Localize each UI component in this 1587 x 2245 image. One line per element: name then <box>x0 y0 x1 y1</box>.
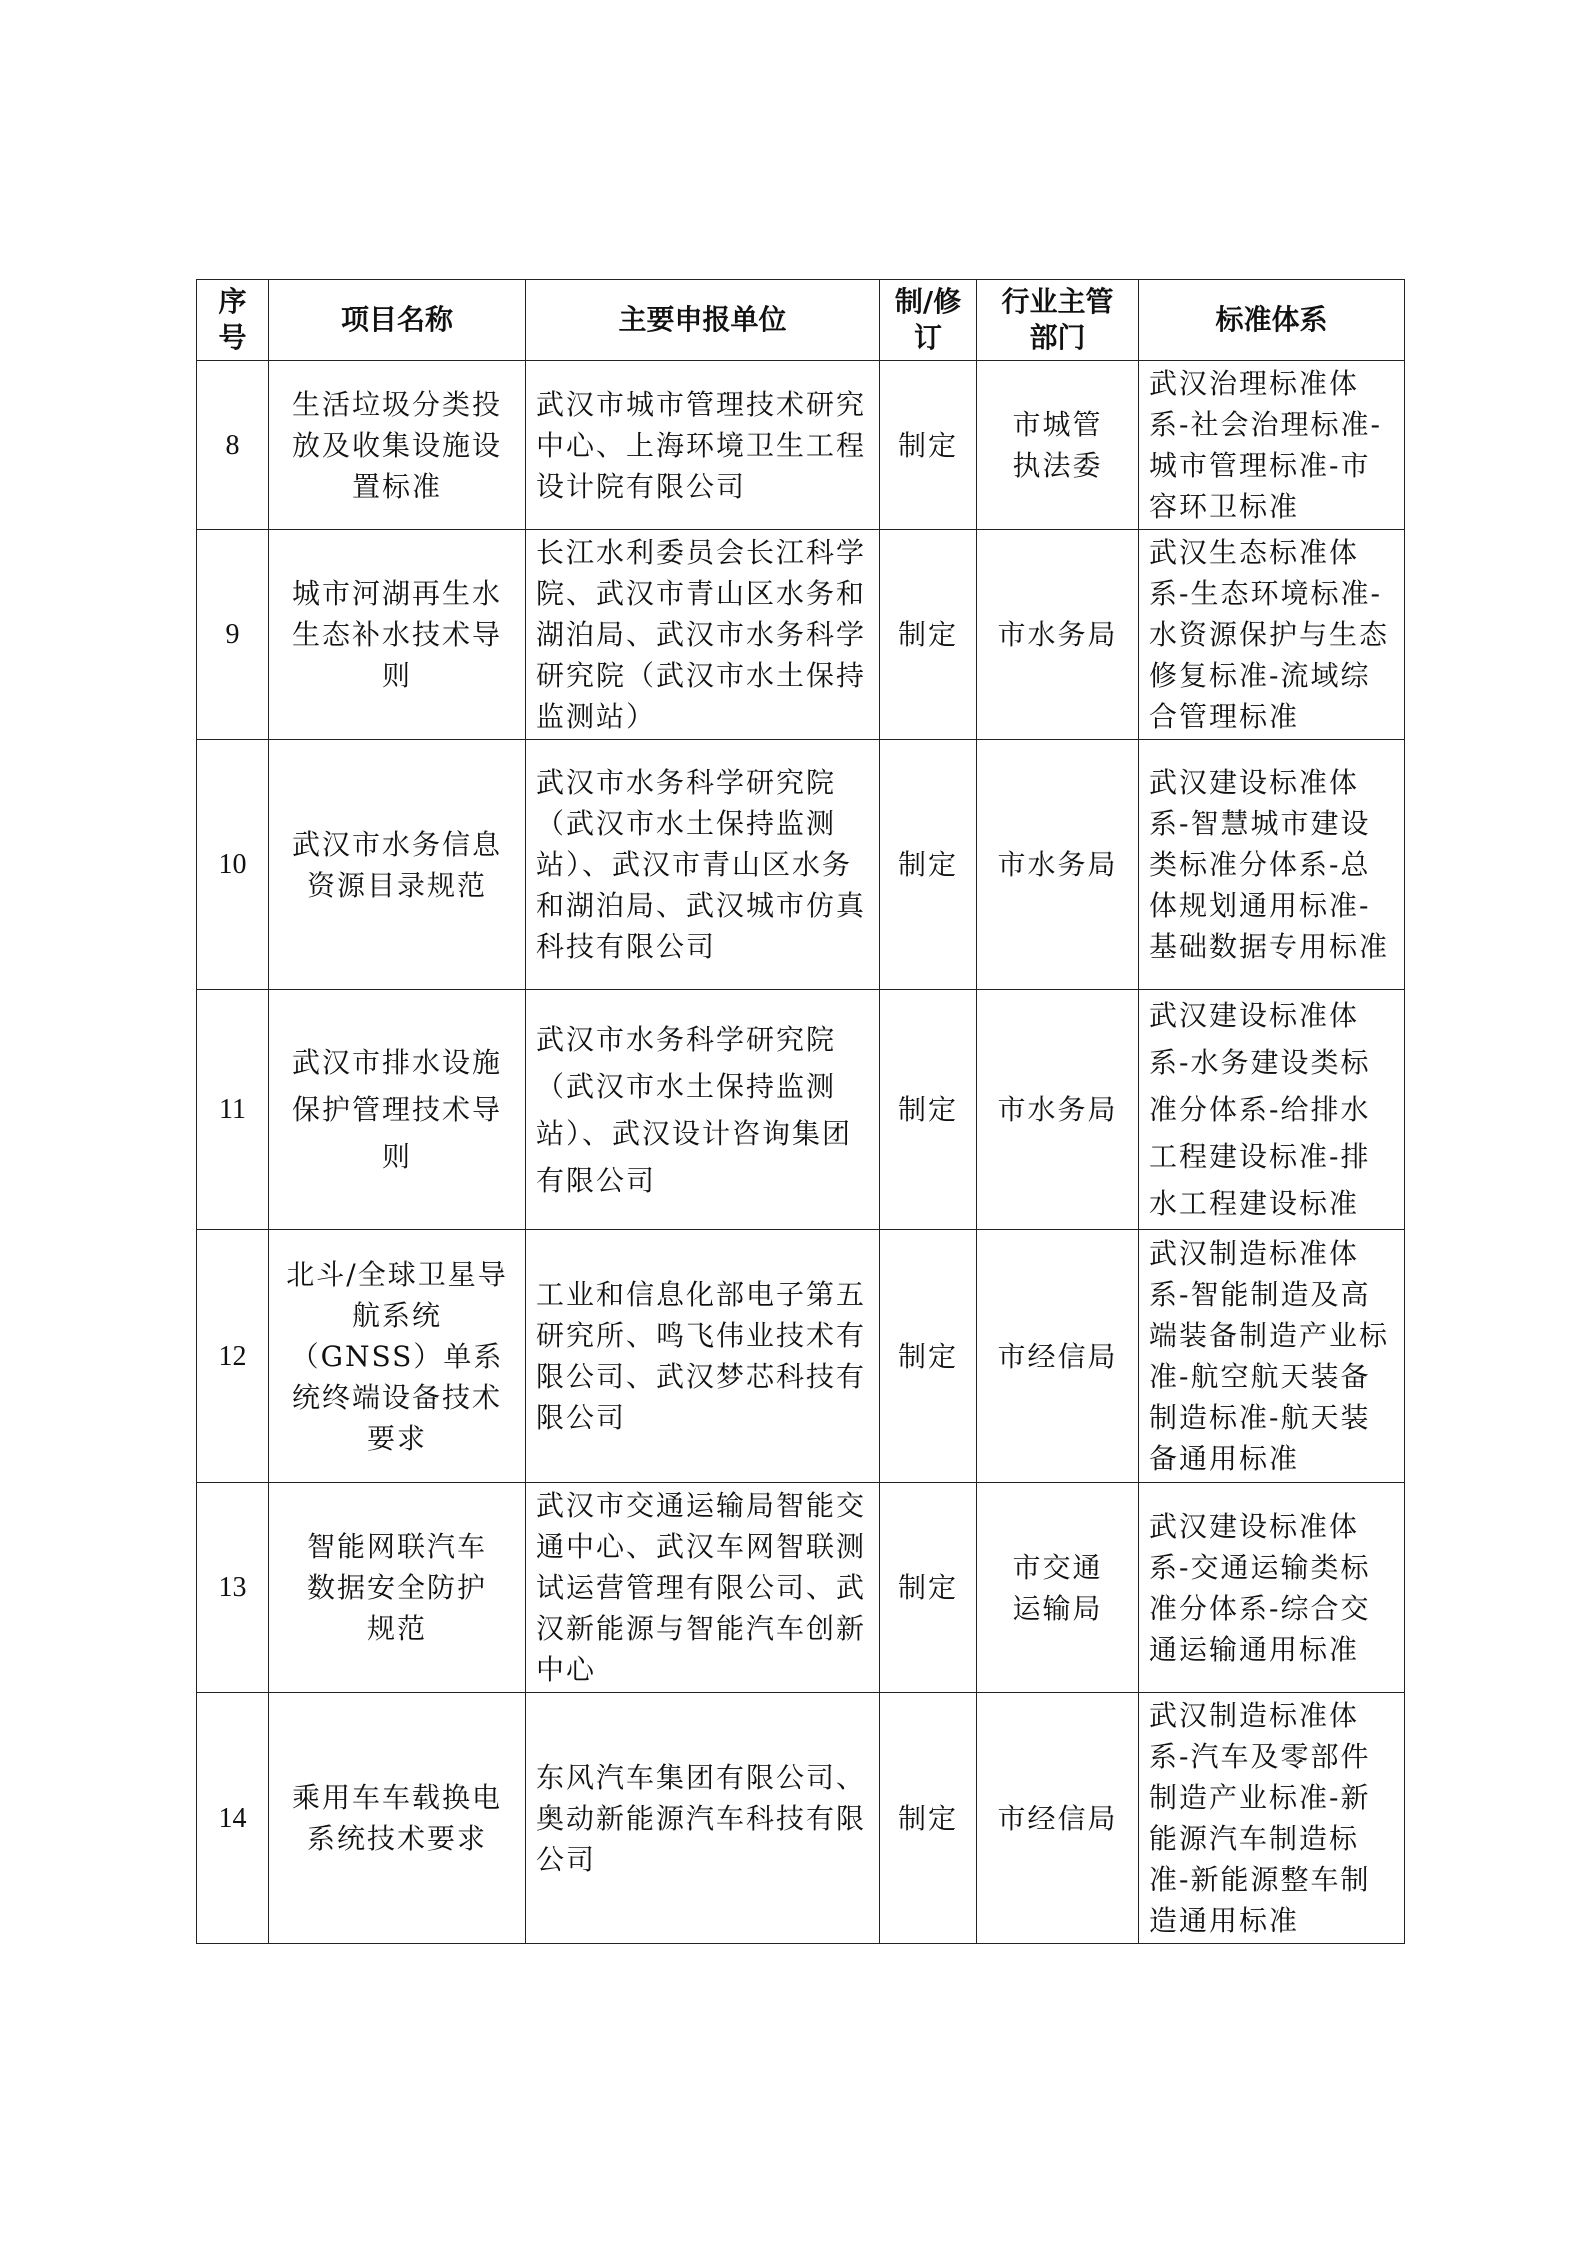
document-page <box>196 279 1404 1944</box>
row-standard-system: 武汉生态标准体系-生态环境标准-水资源保护与生态修复标准-流域综合管理标准 <box>1139 530 1405 740</box>
row-standard-system: 武汉制造标准体系-汽车及零部件制造产业标准-新能源汽车制造标准-新能源整车制造通用标准 <box>1139 1693 1405 1944</box>
header-dept: 行业主管部门 <box>977 280 1139 361</box>
header-name: 项目名称 <box>269 280 526 361</box>
header-unit: 主要申报单位 <box>526 280 880 361</box>
row-standard-system: 武汉制造标准体系-智能制造及高端装备制造产业标准-航空航天装备制造标准-航天装备通用标准 <box>1139 1230 1405 1483</box>
row-type: 制定 <box>880 1693 977 1944</box>
row-project-name: 智能网联汽车数据安全防护规范 <box>269 1483 526 1693</box>
row-applicant-unit: 武汉市城市管理技术研究中心、上海环境卫生工程设计院有限公司 <box>526 361 880 530</box>
table-row <box>197 1230 1405 1483</box>
row-index: 12 <box>197 1230 269 1483</box>
row-applicant-unit: 工业和信息化部电子第五研究所、鸣飞伟业技术有限公司、武汉梦芯科技有限公司 <box>526 1230 880 1483</box>
row-department: 市经信局 <box>977 1230 1139 1483</box>
table-row <box>197 740 1405 990</box>
row-standard-system: 武汉建设标准体系-智慧城市建设类标准分体系-总体规划通用标准-基础数据专用标准 <box>1139 740 1405 990</box>
row-index: 13 <box>197 1483 269 1693</box>
row-department: 市经信局 <box>977 1693 1139 1944</box>
table-header-row <box>197 280 1405 361</box>
row-applicant-unit: 武汉市交通运输局智能交通中心、武汉车网智联测试运营管理有限公司、武汉新能源与智能汽车创新中心 <box>526 1483 880 1693</box>
row-standard-system: 武汉建设标准体系-交通运输类标准分体系-综合交通运输通用标准 <box>1139 1483 1405 1693</box>
row-index: 9 <box>197 530 269 740</box>
table-row <box>197 361 1405 530</box>
row-index: 14 <box>197 1693 269 1944</box>
row-department: 市城管执法委 <box>977 361 1139 530</box>
row-project-name: 武汉市水务信息资源目录规范 <box>269 740 526 990</box>
row-department: 市水务局 <box>977 530 1139 740</box>
header-system: 标准体系 <box>1139 280 1405 361</box>
row-project-name: 城市河湖再生水生态补水技术导则 <box>269 530 526 740</box>
table-row <box>197 1483 1405 1693</box>
header-index: 序号 <box>197 280 269 361</box>
row-type: 制定 <box>880 740 977 990</box>
table-row <box>197 990 1405 1230</box>
row-type: 制定 <box>880 1483 977 1693</box>
row-project-name: 生活垃圾分类投放及收集设施设置标准 <box>269 361 526 530</box>
row-project-name: 北斗/全球卫星导航系统（GNSS）单系统终端设备技术要求 <box>269 1230 526 1483</box>
row-applicant-unit: 武汉市水务科学研究院（武汉市水土保持监测站）、武汉设计咨询集团有限公司 <box>526 990 880 1230</box>
row-type: 制定 <box>880 1230 977 1483</box>
row-department: 市水务局 <box>977 740 1139 990</box>
row-index: 11 <box>197 990 269 1230</box>
row-department: 市水务局 <box>977 990 1139 1230</box>
row-applicant-unit: 东风汽车集团有限公司、奥动新能源汽车科技有限公司 <box>526 1693 880 1944</box>
row-type: 制定 <box>880 530 977 740</box>
row-standard-system: 武汉建设标准体系-水务建设类标准分体系-给排水工程建设标准-排水工程建设标准 <box>1139 990 1405 1230</box>
table-row <box>197 530 1405 740</box>
row-project-name: 乘用车车载换电系统技术要求 <box>269 1693 526 1944</box>
row-department: 市交通运输局 <box>977 1483 1139 1693</box>
row-index: 10 <box>197 740 269 990</box>
standards-project-table <box>196 279 1405 1944</box>
table-row <box>197 1693 1405 1944</box>
row-index: 8 <box>197 361 269 530</box>
row-applicant-unit: 长江水利委员会长江科学院、武汉市青山区水务和湖泊局、武汉市水务科学研究院（武汉市水土保持监测站） <box>526 530 880 740</box>
row-standard-system: 武汉治理标准体系-社会治理标准-城市管理标准-市容环卫标准 <box>1139 361 1405 530</box>
header-type: 制/修订 <box>880 280 977 361</box>
row-type: 制定 <box>880 361 977 530</box>
row-applicant-unit: 武汉市水务科学研究院（武汉市水土保持监测站）、武汉市青山区水务和湖泊局、武汉城市仿真科技有限公司 <box>526 740 880 990</box>
row-project-name: 武汉市排水设施保护管理技术导则 <box>269 990 526 1230</box>
row-type: 制定 <box>880 990 977 1230</box>
